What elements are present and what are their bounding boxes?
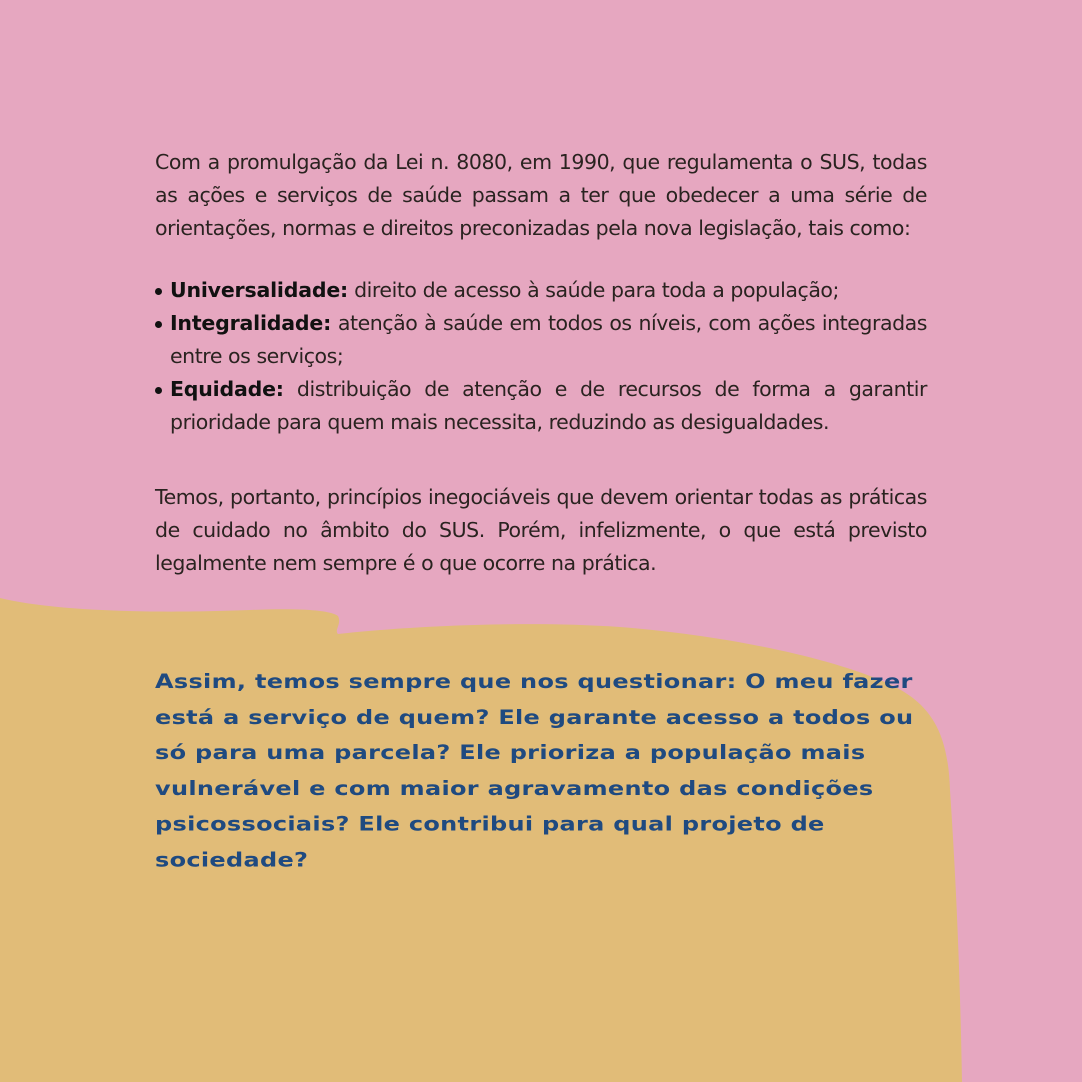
principle-description: direito de acesso à saúde para toda a população; bbox=[348, 278, 839, 302]
principles-list bbox=[155, 274, 927, 439]
principle-term: Integralidade: bbox=[170, 311, 332, 335]
principle-description: distribuição de atenção e de recursos de forma a garantir prioridade para quem mais necessita, reduzindo as desigualdades. bbox=[170, 377, 927, 434]
intro-paragraph: Com a promulgação da Lei n. 8080, em 1990, que regulamenta o SUS, todas as ações e serviços de saúde passam a ter que obedecer a uma série de orientações, normas e direitos preconizadas pela nova legislação, tais como: bbox=[155, 150, 927, 240]
principle-item-universalidade bbox=[155, 274, 927, 307]
principle-term: Universalidade: bbox=[170, 278, 349, 302]
principle-item-equidade bbox=[155, 373, 927, 439]
closing-paragraph: Temos, portanto, princípios inegociáveis que devem orientar todas as práticas de cuidado no âmbito do SUS. Porém, infelizmente, o que está previsto legalmente nem sempre é o que ocorre na prática. bbox=[155, 485, 927, 575]
principle-term: Equidade: bbox=[170, 377, 284, 401]
principle-description: atenção à saúde em todos os níveis, com ações integradas entre os serviços; bbox=[170, 311, 927, 368]
reflection-question: Assim, temos sempre que nos questionar: O meu fazer está a serviço de quem? Ele garante acesso a todos ou só para uma parcela? Ele prioriza a população mais vulnerável e com maior agravamento das condições psicossociais? Ele contribui para qual projeto de sociedade? bbox=[155, 669, 914, 872]
principle-item-integralidade bbox=[155, 307, 927, 373]
